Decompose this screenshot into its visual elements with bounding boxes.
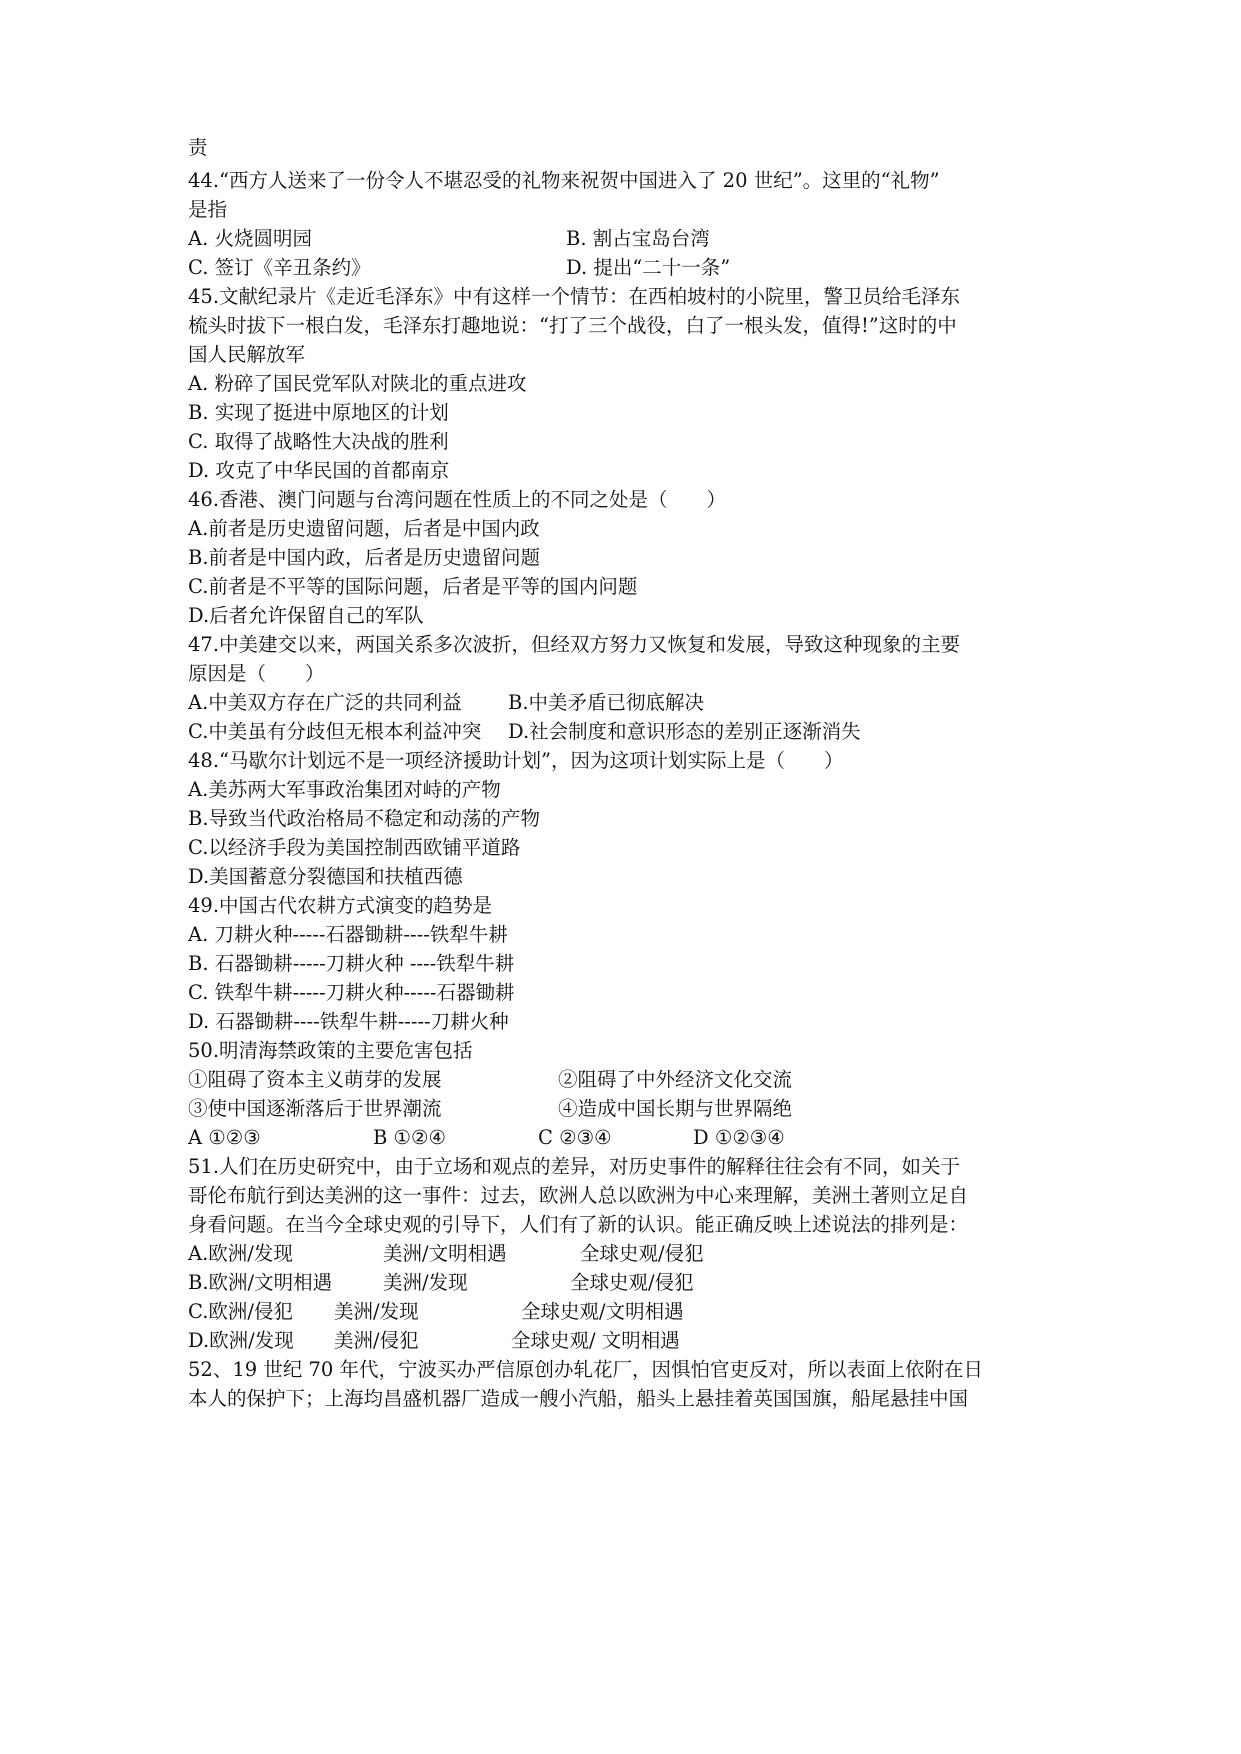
question-52-stem: 52、19 世纪 70 年代，宁波买办严信原创办轧花厂，因惧怕官吏反对，所以表面上依附在日	[188, 1358, 984, 1381]
statement-2: ②阻碍了中外经济文化交流	[558, 1068, 793, 1091]
question-51-stem: 哥伦布航行到达美洲的这一事件：过去，欧洲人总以欧洲为中心来理解，美洲土著则立足自	[188, 1184, 969, 1207]
question-45-stem: 梳头时拔下一根白发，毛泽东打趣地说：“打了三个战役，白了一根头发，值得!”这时的中	[188, 314, 957, 337]
question-44-stem: 44.“西方人送来了一份令人不堪忍受的礼物来祝贺中国进入了 20 世纪”。这里的“礼物”	[188, 169, 940, 192]
question-50-stem: 50.明清海禁政策的主要危害包括	[188, 1039, 473, 1062]
question-47-stem: 原因是（ ）	[188, 662, 325, 685]
option-c: C.前者是不平等的国际问题，后者是平等的国内问题	[188, 575, 638, 598]
option-d: D. 提出“二十一条”	[566, 256, 731, 279]
question-44-options	[188, 253, 1058, 283]
option-b: B ①②④	[373, 1126, 446, 1149]
option-a: A.前者是历史遗留问题，后者是中国内政	[188, 517, 540, 540]
option-b: B.欧洲/文明相遇 美洲/发现 全球史观/侵犯	[188, 1271, 694, 1294]
option-a: A.欧洲/发现 美洲/文明相遇 全球史观/侵犯	[188, 1242, 704, 1265]
question-48-stem: 48.“马歇尔计划远不是一项经济援助计划”，因为这项计划实际上是（ ）	[188, 749, 844, 772]
statement-4: ④造成中国长期与世界隔绝	[558, 1097, 793, 1120]
option-c: C ②③④	[538, 1126, 612, 1149]
question-50-items	[188, 1094, 1058, 1124]
question-47-options	[188, 688, 1058, 718]
statement-1: ①阻碍了资本主义萌芽的发展	[188, 1068, 442, 1091]
option-c: C. 取得了战略性大决战的胜利	[188, 430, 449, 453]
option-a: A. 粉碎了国民党军队对陕北的重点进攻	[188, 372, 527, 395]
option-c: C.中美虽有分歧但无根本利益冲突	[188, 720, 482, 743]
statement-3: ③使中国逐渐落后于世界潮流	[188, 1097, 442, 1120]
option-b: B.前者是中国内政，后者是历史遗留问题	[188, 546, 541, 569]
option-a: A ①②③	[188, 1126, 261, 1149]
question-47-options	[188, 717, 1058, 747]
question-51-stem: 51.人们在历史研究中，由于立场和观点的差异，对历史事件的解释往往会有不同，如关于	[188, 1155, 961, 1178]
option-b: B. 实现了挺进中原地区的计划	[188, 401, 449, 424]
option-a: A.美苏两大军事政治集团对峙的产物	[188, 778, 501, 801]
option-b: B. 割占宝岛台湾	[566, 227, 710, 250]
question-49-stem: 49.中国古代农耕方式演变的趋势是	[188, 894, 493, 917]
question-50-options	[188, 1123, 1058, 1153]
option-c: C. 签订《辛丑条约》	[188, 256, 371, 279]
question-47-stem: 47.中美建交以来，两国关系多次波折，但经双方努力又恢复和发展，导致这种现象的主要	[188, 633, 961, 656]
option-a: A.中美双方存在广泛的共同利益	[188, 691, 462, 714]
option-c: C.欧洲/侵犯 美洲/发现 全球史观/文明相遇	[188, 1300, 684, 1323]
option-d: D ①②③④	[693, 1126, 785, 1149]
question-44-stem: 是指	[188, 198, 228, 221]
option-d: D.后者允许保留自己的军队	[188, 604, 424, 627]
question-50-items	[188, 1065, 1058, 1095]
option-c: C.以经济手段为美国控制西欧铺平道路	[188, 836, 521, 859]
option-b: B.中美矛盾已彻底解决	[508, 691, 705, 714]
option-a: A. 火烧圆明园	[188, 227, 312, 250]
option-b: B. 石器锄耕-----刀耕火种 ----铁犁牛耕	[188, 952, 515, 975]
question-51-stem: 身看问题。在当今全球史观的引导下，人们有了新的认识。能正确反映上述说法的排列是：	[188, 1213, 969, 1236]
option-d: D. 石器锄耕----铁犁牛耕-----刀耕火种	[188, 1010, 509, 1033]
option-d: D. 攻克了中华民国的首都南京	[188, 459, 450, 482]
question-44-options	[188, 224, 1058, 254]
question-45-stem: 国人民解放军	[188, 343, 306, 366]
text-line: 责	[188, 136, 208, 159]
option-d: D.社会制度和意识形态的差别正逐渐消失	[508, 720, 861, 743]
question-52-stem: 本人的保护下；上海均昌盛机器厂造成一艘小汽船，船头上悬挂着英国国旗，船尾悬挂中国	[188, 1387, 969, 1410]
option-a: A. 刀耕火种-----石器锄耕----铁犁牛耕	[188, 923, 508, 946]
option-d: D.欧洲/发现 美洲/侵犯 全球史观/ 文明相遇	[188, 1329, 680, 1352]
option-b: B.导致当代政治格局不稳定和动荡的产物	[188, 807, 541, 830]
question-46-stem: 46.香港、澳门问题与台湾问题在性质上的不同之处是（ ）	[188, 488, 727, 511]
option-d: D.美国蓄意分裂德国和扶植西德	[188, 865, 463, 888]
option-c: C. 铁犁牛耕-----刀耕火种-----石器锄耕	[188, 981, 515, 1004]
question-45-stem: 45.文献纪录片《走近毛泽东》中有这样一个情节：在西柏坡村的小院里，警卫员给毛泽东	[188, 285, 961, 308]
